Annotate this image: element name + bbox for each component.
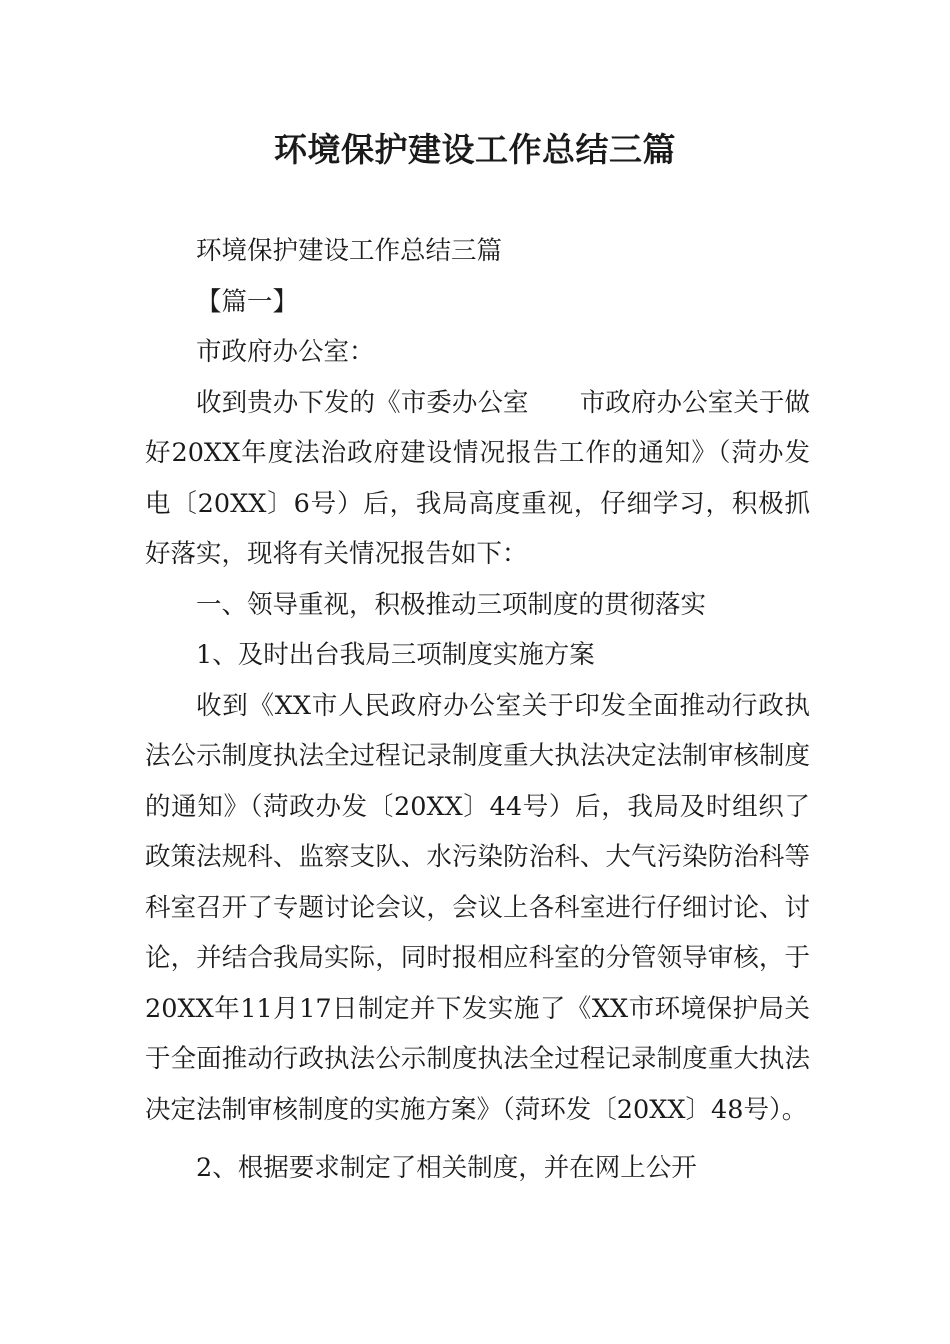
- section-heading-leadership: 一、领导重视，积极推动三项制度的贯彻落实: [196, 589, 707, 620]
- subtitle-paragraph: 环境保护建设工作总结三篇: [196, 236, 503, 266]
- body-paragraph: 收到贵办下发的《市委办公室 市政府办公室关于做好20XX年度法治政府建设情况报告工作的通知》（菏办发电〔20XX〕6号）后，我局高度重视，仔细学习，积极抓好落实，现将有关情况报告如下：: [145, 387, 810, 569]
- document-body: [145, 226, 810, 1194]
- subsection-heading-regulations: 2、根据要求制定了相关制度，并在网上公开: [196, 1153, 697, 1183]
- salutation-paragraph: 市政府办公室：: [196, 337, 375, 367]
- section-heading-part-one: 【篇一】: [196, 286, 299, 317]
- body-paragraph: 收到《XX市人民政府办公室关于印发全面推动行政执法公示制度执法全过程记录制度重大执法决定法制审核制度的通知》（菏政办发〔20XX〕44号）后，我局及时组织了政策法规科、监察支队、水污染防治科、大气污染防治科等科室召开了专题讨论会议，会议上各科室进行仔细讨论、讨论，并结合我局实际，同时报相应科室的分管领导审核，于20XX年11月17日制定并下发实施了《XX市环境保护局关于全面推动行政执法公示制度执法全过程记录制度重大执法决定法制审核制度的实施方案》（菏环发〔20XX〕48号）。: [145, 690, 810, 1125]
- document-title: 环境保护建设工作总结三篇: [274, 130, 676, 169]
- subsection-heading-implementation: 1、及时出台我局三项制度实施方案: [196, 640, 595, 670]
